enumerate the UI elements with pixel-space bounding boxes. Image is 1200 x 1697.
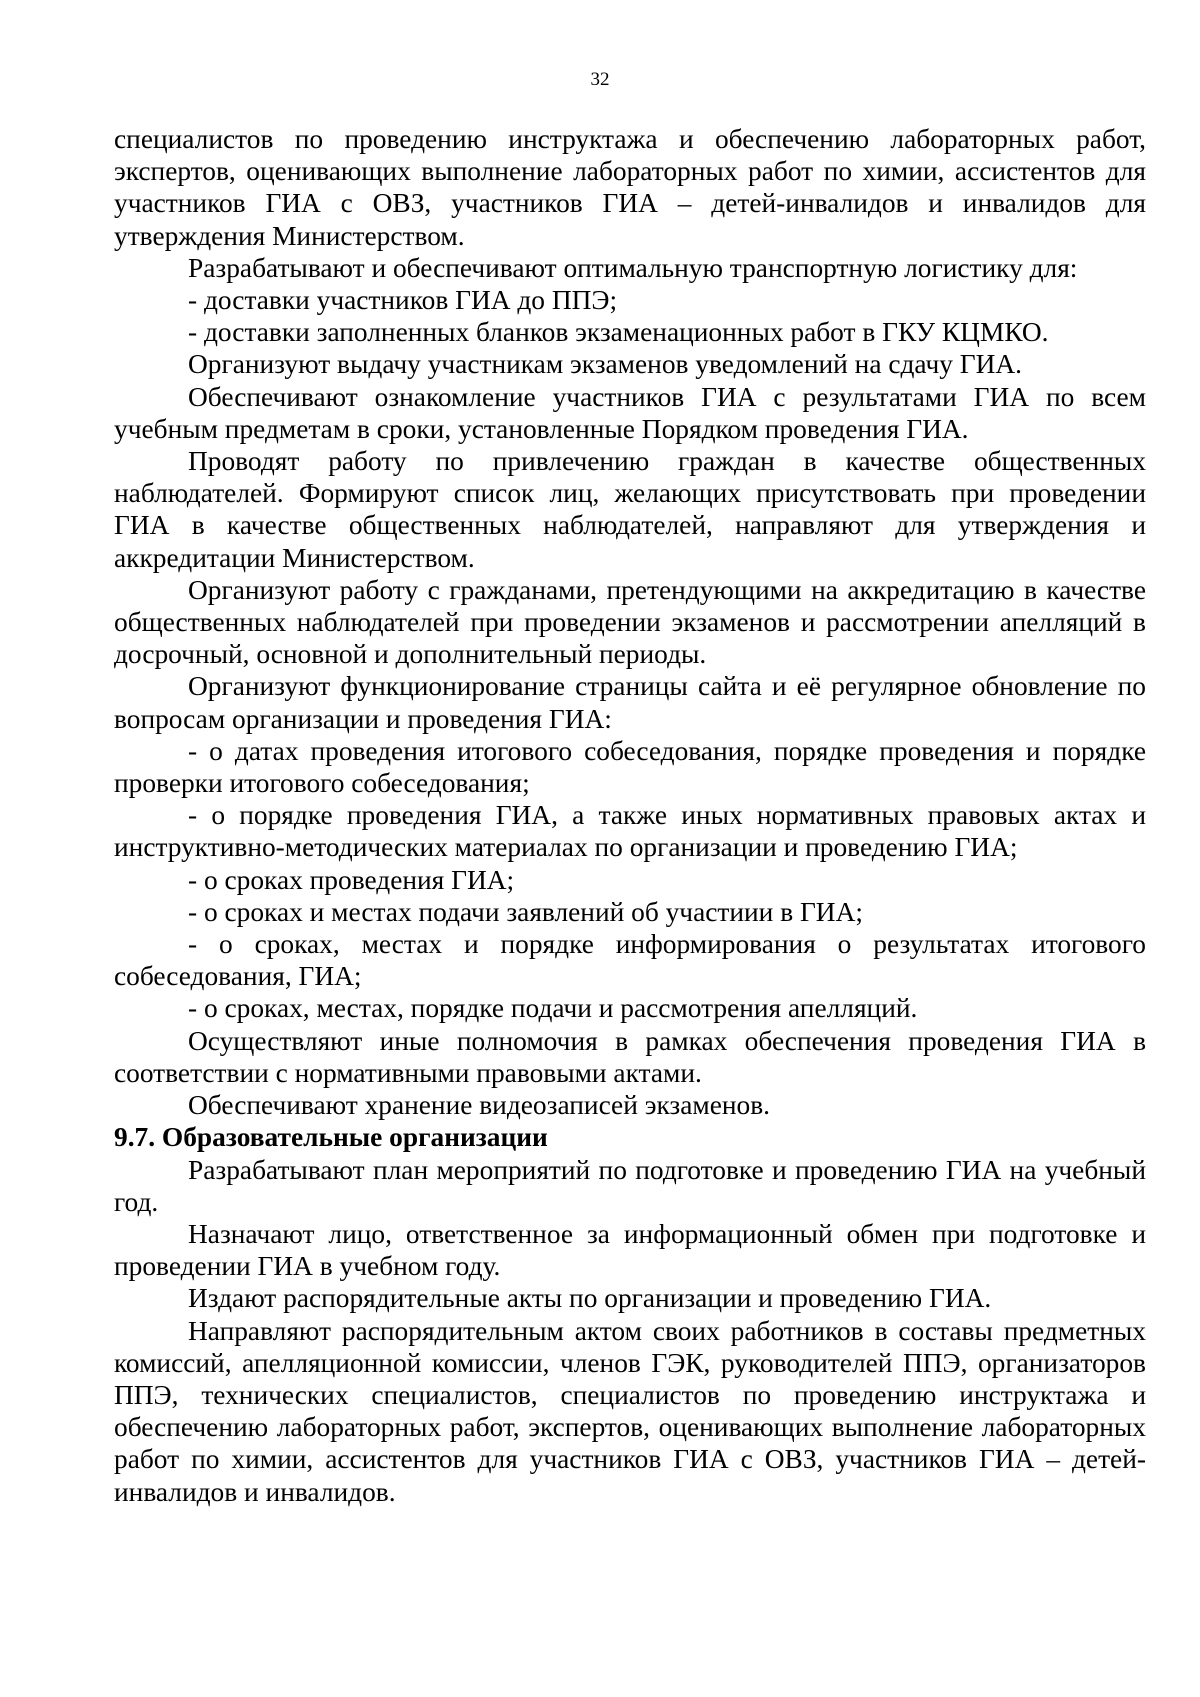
list-item: - о сроках и местах подачи заявлений об участиии в ГИА;: [188, 896, 863, 927]
list-item: - о сроках проведения ГИА;: [188, 864, 515, 895]
paragraph: Осуществляют иные полномочия в рамках обеспечения проведения ГИА в соответствии с нормативными правовыми актами.: [114, 1025, 1146, 1088]
list-item: - о порядке проведения ГИА, а также иных нормативных правовых актах и инструктивно-методических материалах по организации и проведению ГИА;: [114, 800, 1146, 863]
document-body: [114, 123, 1146, 1508]
paragraph: Организуют выдачу участникам экзаменов уведомлений на сдачу ГИА.: [188, 349, 1023, 380]
paragraph: Обеспечивают ознакомление участников ГИА с результатами ГИА по всем учебным предметам в сроки, установленные Порядком проведения ГИА.: [114, 381, 1146, 444]
list-item: - о сроках, местах, порядке подачи и рассмотрения апелляций.: [188, 993, 918, 1024]
page-number: 32: [590, 69, 610, 90]
paragraph: Разрабатывают и обеспечивают оптимальную транспортную логистику для:: [188, 252, 1078, 283]
section-heading: 9.7. Образовательные организации: [114, 1122, 548, 1153]
list-item: - о датах проведения итогового собеседования, порядке проведения и порядке проверки итогового собеседования;: [114, 735, 1146, 799]
list-item: - доставки заполненных бланков экзаменационных работ в ГКУ КЦМКО.: [188, 317, 1049, 348]
paragraph: Проводят работу по привлечению граждан в качестве общественных наблюдателей. Формируют список лиц, желающих присутствовать при проведении ГИА в качестве общественных наблюдателей, направляют для утверждения и аккредитации Министерством.: [114, 446, 1146, 573]
list-item: - о сроках, местах и порядке информирования о результатах итогового собеседования, ГИА;: [114, 929, 1146, 992]
paragraph: Разрабатывают план мероприятий по подготовке и проведению ГИА на учебный год.: [114, 1154, 1146, 1217]
paragraph: специалистов по проведению инструктажа и обеспечению лабораторных работ, экспертов, оценивающих выполнение лабораторных работ по химии, ассистентов для участников ГИА с ОВЗ, участников ГИА – детей-инвалидов и инвалидов для утверждения Министерством.: [114, 124, 1146, 251]
paragraph: Направляют распорядительным актом своих работников в составы предметных комиссий, апелляционной комиссии, членов ГЭК, руководителей ППЭ, организаторов ППЭ, технических специалистов, специалистов по проведению инструктажа и обеспечению лабораторных работ, экспертов, оценивающих выполнение лабораторных работ по химии, ассистентов для участников ГИА с ОВЗ, участников ГИА – детей-инвалидов и инвалидов.: [114, 1315, 1146, 1507]
paragraph: Организуют функционирование страницы сайта и её регулярное обновление по вопросам организации и проведения ГИА:: [114, 671, 1146, 734]
paragraph: Издают распорядительные акты по организации и проведению ГИА.: [188, 1283, 992, 1314]
paragraph: Назначают лицо, ответственное за информационный обмен при подготовке и проведении ГИА в учебном году.: [114, 1218, 1146, 1282]
paragraph: Организуют работу с гражданами, претендующими на аккредитацию в качестве общественных наблюдателей при проведении экзаменов и рассмотрении апелляций в досрочный, основной и дополнительный периоды.: [114, 574, 1146, 670]
list-item: - доставки участников ГИА до ППЭ;: [188, 285, 618, 316]
paragraph: Обеспечивают хранение видеозаписей экзаменов.: [188, 1090, 771, 1121]
